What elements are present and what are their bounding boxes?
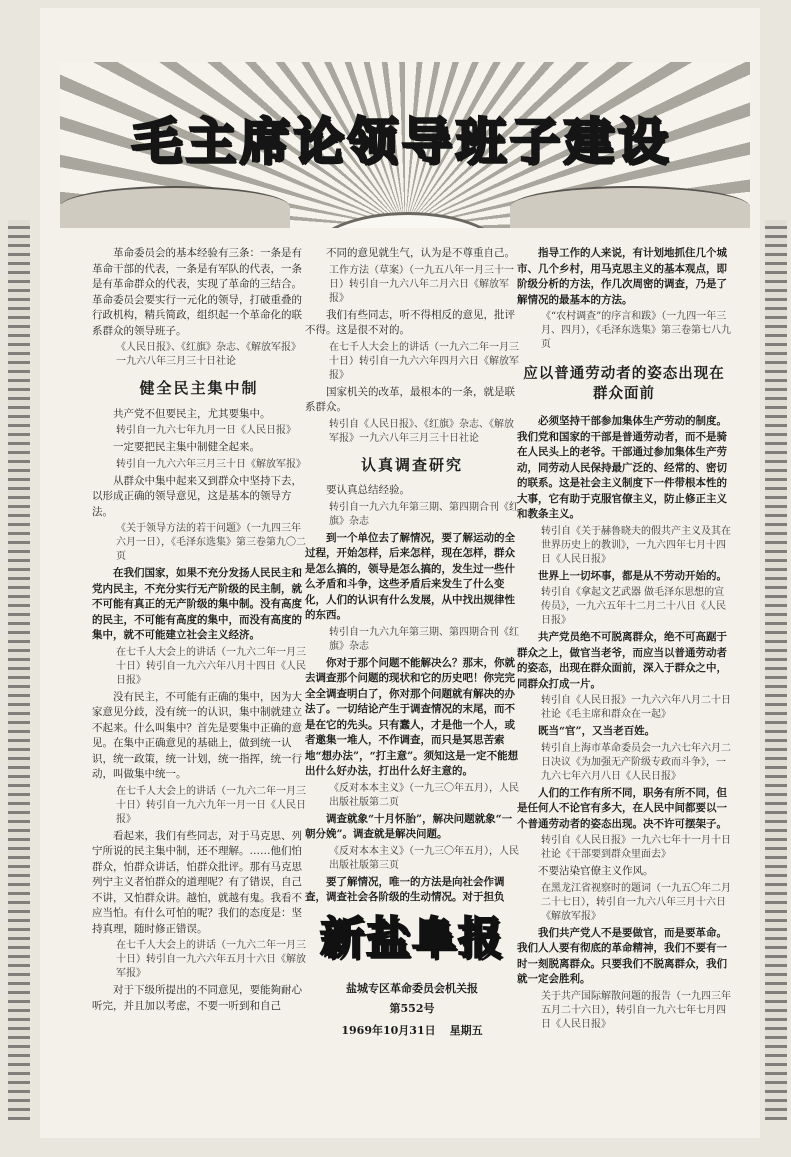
- issue-number: 第552号: [389, 1002, 435, 1015]
- issue-weekday: 星期五: [449, 1024, 483, 1037]
- paper-name: 新盐阜报: [320, 913, 504, 964]
- paragraph: 指导工作的人来说，有计划地抓住几个城市、几个乡村，用马克思主义的基本观点，即阶级分析的方法，作几次周密的调查，乃是了解情况的最基本的方法。: [517, 247, 727, 306]
- paragraph: 不同的意见就生气，认为是不尊重自己。: [326, 247, 515, 259]
- paragraph: 共产党不但要民主，尤其要集中。: [113, 407, 271, 420]
- citation: 转引自一九六九年第三期、第四期合刊《红旗》杂志: [329, 501, 519, 527]
- section-heading: 健全民主集中制: [139, 379, 259, 397]
- citation: 关于共产国际解散问题的报告（一九四三年五月二十六日），转引自一九六七年七月四日《人民日报》: [541, 990, 731, 1030]
- citation: 《反对本本主义》（一九三〇年五月），人民出版社版第二页: [329, 782, 519, 808]
- paragraph: 我们共产党人不是要做官，而是要革命。我们人人要有彻底的革命精神，我们不要有一时一刻脱离群众。只要我们不脱离群众，我们就一定会胜利。: [517, 926, 727, 985]
- citation: 《“农村调查”的序言和跋》（一九四一年三月、四月），《毛泽东选集》第三卷第七八九页: [541, 311, 731, 350]
- paragraph: 革命委员会的基本经验有三条：一条是有革命干部的代表，一条是有军队的代表，一条是有革命群众的代表，实现了革命的三结合。革命委员会要实行一元化的领导，打破重叠的行政机构，精兵简政，组织起一个革命化的联系群众的领导班子。: [92, 247, 302, 337]
- paragraph: 对于下级所提出的不同意见，要能夠耐心听完，并且加以考虑，不要一听到和自己: [92, 984, 302, 1012]
- dateline: [306, 1022, 518, 1038]
- citation: 转引自《人民日报》一九六六年八月二十日社论《毛主席和群众在一起》: [541, 695, 731, 720]
- citation: 《人民日报》、《红旗》杂志、《解放军报》一九六八年三月三十日社论: [116, 342, 301, 367]
- publisher: 盐城专区革命委员会机关报: [346, 982, 478, 995]
- section-heading: 认真调查研究: [360, 455, 463, 474]
- left-perforation: [8, 220, 30, 1120]
- paragraph: 国家机关的改革，最根本的一条，就是联系群众。: [305, 385, 515, 413]
- citation: 转引自《拿起文艺武器 做毛泽东思想的宣传员》，一九六五年十二月二十八日《人民日报》: [541, 587, 726, 626]
- citation: 《关于领导方法的若干问题》（一九四三年六月一日），《毛泽东选集》第三卷第九〇二页: [116, 523, 306, 562]
- cloud-left: [60, 186, 290, 228]
- citation: 工作方法（草案）（一九五八年一月三十一日）转引自一九六八年二月六日《解放军报》: [329, 264, 514, 304]
- citation: 转引自一九六九年第三期、第四期合刊《红旗》杂志: [329, 626, 519, 652]
- paragraph: 世界上一切坏事，都是从不劳动开始的。: [538, 569, 727, 582]
- paragraph: 你对于那个问题不能解决么？那末，你就去调查那个问题的现状和它的历史吧！你完完全全调查明白了，你对那个问题就有解决的办法了。一切结论产生于调查情况的末尾，而不是在它的先头。只有蠢人，才是他一个人，或者邀集一堆人，不作调查，而只是冥思苦索地“想办法”，“打主意”。须知这是一定不能想出什么好办法，打出什么好主意的。: [305, 656, 519, 777]
- paragraph: 既当“官”，又当老百姓。: [538, 725, 656, 737]
- right-perforation: [765, 220, 787, 1120]
- issue-date: 1969年10月31日: [341, 1024, 436, 1037]
- citation: 在七千人大会上的讲话（一九六二年一月三十日）转引自一九六六年五月十六日《解放军报》: [116, 940, 306, 979]
- column-2: [305, 246, 519, 908]
- sun-graphic: [310, 212, 506, 228]
- paragraph: 到一个单位去了解情况，要了解运动的全过程，开始怎样，后来怎样，现在怎样，群众是怎么搞的，领导是怎么搞的，发生过一些什么矛盾和斗争，这些矛盾后来发生了什么变化，人们的认识有什么发展，从中找出规律性的东西。: [305, 531, 515, 621]
- paragraph: 从群众中集中起来又到群众中坚持下去，以形成正确的领导意见，这是基本的领导方法。: [92, 474, 302, 518]
- citation: 转引自《关于赫鲁晓夫的假共产主义及其在世界历史上的教训》，一九六四年七月十四日《人民日报》: [541, 525, 731, 565]
- paragraph: 共产党员绝不可脱离群众，绝不可高踞于群众之上，做官当老爷，而应当以普通劳动者的姿态，出现在群众面前，深入于群众之中，同群众打成一片。: [517, 631, 727, 690]
- citation: 在七千人大会上的讲话（一九六二年一月三十日）转引自一九六六年八月十四日《人民日报》: [116, 646, 306, 686]
- citation: 转引自《人民日报》一九六七年十一月十日社论《干部要到群众里面去》: [541, 835, 731, 860]
- citation: 在黑龙江省视察时的题词（一九五〇年二月二十七日），转引自一九六八年三月十六日《解放军报》: [541, 882, 731, 922]
- paragraph: 不要沾染官僚主义作风。: [538, 865, 654, 877]
- cloud-right: [510, 186, 750, 228]
- paragraph: 我们有些同志，听不得相反的意见，批评不得。这是很不对的。: [305, 308, 515, 336]
- paragraph: 一定要把民主集中制健全起来。: [113, 441, 260, 453]
- citation: 转引自上海市革命委员会一九六七年六月二日决议《为加强无产阶级专政而斗争》，一九六七年六月八日《人民日报》: [541, 742, 731, 782]
- paragraph: 要了解情况，唯一的方法是向社会作调查，调查社会各阶级的生动情况。对于担负: [305, 875, 505, 903]
- section-heading: 应以普通劳动者的姿态出现在群众面前: [523, 366, 725, 402]
- paragraph: 调查就象“十月怀胎”，解决问题就象“一朝分娩”。调查就是解决问题。: [305, 812, 513, 840]
- paragraph: 人们的工作有所不同，职务有所不同，但是任何人不论官有多大，在人民中间都要以一个普通劳动者的姿态出现。决不许可摆架子。: [517, 786, 727, 830]
- column-3: [517, 246, 731, 1034]
- citation: 转引自一九六六年三月三十日《解放军报》: [116, 458, 306, 470]
- citation: 在七千人大会上的讲话（一九六二年一月三十日）转引自一九六九年一月一日《人民日报》: [116, 785, 306, 825]
- masthead: [306, 898, 518, 1088]
- citation: 在七千人大会上的讲话（一九六二年一月三十日）转引自一九六六年四月六日《解放军报》: [329, 341, 519, 381]
- citation: 转引自《人民日报》、《红旗》杂志、《解放军报》一九六八年三月三十日社论: [329, 418, 514, 444]
- paragraph: 没有民主，不可能有正确的集中，因为大家意见分歧，没有统一的认识，集中制就建立不起来。什么叫集中？首先是要集中正确的意见。在集中正确意见的基础上，做到统一认识，统一政策，统一计划，统一指挥，统一行动，叫做集中统一。: [92, 690, 302, 780]
- paragraph: 必须坚持干部参加集体生产劳动的制度。我们党和国家的干部是普通劳动者，而不是骑在人民头上的老爷。干部通过参加集体生产劳动，同劳动人民保持最广泛的、经常的、密切的联系。这是社会主义制度下一件带根本性的大事，它有助于克服官僚主义，防止修正主义和教条主义。: [517, 415, 727, 520]
- headline: 毛主席论领导班子建设: [132, 113, 672, 171]
- paragraph: 看起来，我们有些同志，对于马克思、列宁所说的民主集中制，还不理解。……他们怕群众，怕群众讲话，怕群众批评。那有马克思列宁主义者怕群众的道理呢？有了错误，自己不讲，又怕群众讲。越怕，就越有鬼。我看不应当怕。有什么可怕的呢？我们的态度是：坚持真理，随时修正错误。: [92, 829, 302, 935]
- paragraph: 在我们国家，如果不充分发扬人民民主和党内民主，不充分实行无产阶级的民主制，就不可能有真正的无产阶级的集中制。没有高度的民主，不可能有高度的集中，而没有高度的集中，就不可能建立社会主义经济。: [92, 567, 302, 641]
- paragraph: 要认真总结经验。: [326, 484, 410, 496]
- headline-box: [112, 100, 692, 176]
- citation: 《反对本本主义》（一九三〇年五月），人民出版社版第三页: [329, 845, 519, 871]
- column-1: [92, 246, 306, 1016]
- citation: 转引自一九六七年九月一日《人民日报》: [116, 425, 296, 436]
